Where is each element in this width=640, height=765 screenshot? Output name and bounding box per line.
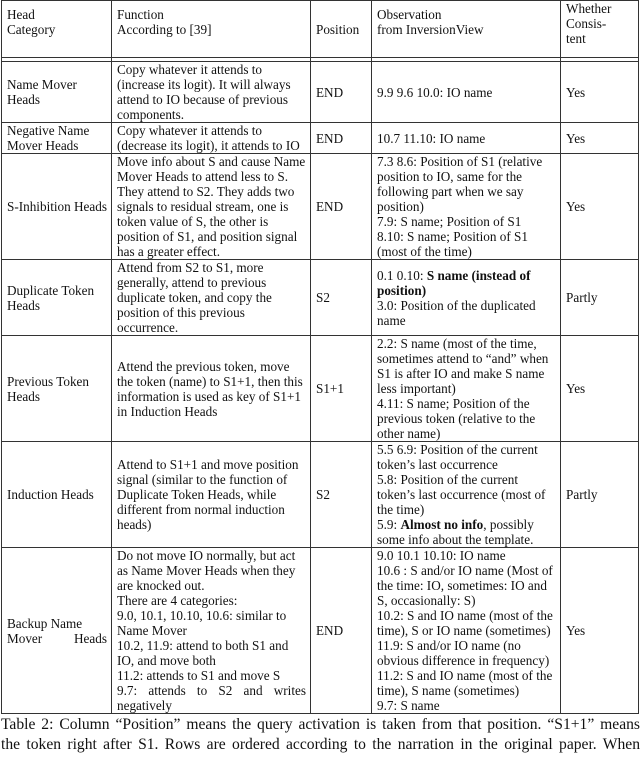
observation-suffix: , possibly some info about the template.: [377, 517, 534, 547]
cell-observation: [372, 260, 561, 336]
table-row: [2, 548, 639, 714]
cell-observation: [372, 123, 561, 154]
header-observation: [372, 1, 561, 58]
table-row: [2, 154, 639, 260]
cell-category: Duplicate Token Heads: [2, 260, 112, 336]
header-whether-consistent: [561, 1, 639, 58]
cell-observation: [372, 154, 561, 260]
cell-function: [112, 548, 311, 714]
observation-line: 10.6 : S and/or IO name (Most of the time: IO, sometimes: IO and S, occasionally: S): [377, 563, 553, 608]
cell-observation: [372, 62, 561, 123]
cell-position: S2: [311, 260, 372, 336]
header-position: [311, 1, 372, 58]
table-row: [2, 442, 639, 548]
observation-prefix: 0.1 0.10:: [377, 267, 424, 283]
observation-line: 10.2: S and IO name (most of the time), S or IO name (sometimes): [377, 608, 553, 638]
header-text: tent: [566, 31, 586, 46]
observation-line: 3.0: Position of the duplicated name: [377, 297, 536, 328]
cell-position: END: [311, 548, 372, 714]
table-row: [2, 62, 639, 123]
cell-consistent: Yes: [561, 154, 639, 260]
head-category-table: [1, 0, 639, 714]
cell-consistent: Yes: [561, 336, 639, 442]
cell-consistent: Yes: [561, 123, 639, 154]
header-function: [112, 1, 311, 58]
header-text: Consis-: [566, 16, 607, 31]
function-line: 10.2, 11.9: attend to both S1 and IO, and move both: [117, 638, 289, 668]
cell-consistent: Yes: [561, 62, 639, 123]
header-text: Whether: [566, 1, 612, 16]
observation-line: 4.11: S name; Position of the previous token (relative to the other name): [377, 396, 536, 441]
cell-function: Attend to S1+1 and move position signal (similar to the function of Duplicate Token Heads, while different from normal induction heads): [112, 442, 311, 548]
observation-line: [377, 517, 556, 547]
function-line: 9.0, 10.1, 10.10, 10.6: similar to Name Mover: [117, 608, 287, 638]
table-row: [2, 336, 639, 442]
observation-line: 11.9: S and/or IO name (no obvious difference in frequency): [377, 638, 550, 668]
caption-line: the token right after S1. Rows are ordered according to the narration in the original paper. When: [1, 736, 640, 753]
table-header-row: [2, 1, 639, 58]
table-caption: [1, 715, 640, 755]
cell-consistent: Partly: [561, 260, 639, 336]
cell-position: END: [311, 62, 372, 123]
function-line: Do not move IO normally, but act as Name Mover Heads when they are knocked out.: [117, 548, 296, 593]
cell-category: Induction Heads: [2, 442, 112, 548]
function-line: 11.2: attends to S1 and move S: [117, 668, 281, 683]
cell-function: Move info about S and cause Name Mover Heads to attend less to S. They attend to S2. They adds two signals to residual stream, one is token value of S, the other is position of S1, and position signal has a greater effect.: [112, 154, 311, 260]
header-text: Observation: [377, 7, 442, 22]
header-text: Position: [316, 21, 360, 37]
header-text: According to [39]: [117, 22, 212, 37]
cell-position: END: [311, 154, 372, 260]
cell-category: Previous Token Heads: [2, 336, 112, 442]
observation-line: 8.10: S name; Position of S1 (most of the time): [377, 229, 528, 259]
cell-category: Negative Name Mover Heads: [2, 123, 112, 154]
observation-line: 5.8: Position of the current token’s last occurrence (most of the time): [377, 472, 546, 517]
observation-line: 5.5 6.9: Position of the current token’s last occurrence: [377, 442, 538, 472]
cell-position: S2: [311, 442, 372, 548]
caption-line: Table 2: Column “Position” means the query activation is taken from that position. “S1+1” means: [1, 716, 640, 733]
observation-line: 2.2: S name (most of the time, sometimes attend to “and” when S1 is after IO and make S name less important): [377, 336, 549, 396]
cell-observation: [372, 548, 561, 714]
cell-category: Name Mover Heads: [2, 62, 112, 123]
cell-consistent: Partly: [561, 442, 639, 548]
observation-line: 10.7 11.10: IO name: [377, 130, 486, 146]
header-text: Category: [7, 22, 56, 37]
observation-line: 9.0 10.1 10.10: IO name: [377, 548, 506, 563]
cell-position: S1+1: [311, 336, 372, 442]
header-text: Function: [117, 7, 164, 22]
header-text: Head: [7, 7, 35, 22]
observation-line: 7.9: S name; Position of S1: [377, 214, 522, 229]
cell-function: Copy whatever it attends to (decrease its logit), it attends to IO: [112, 123, 311, 154]
cell-function: Attend from S2 to S1, more generally, attend to previous duplicate token, and copy the position of this previous occurrence.: [112, 260, 311, 336]
function-line: 9.7: attends to S2 and writes negatively: [117, 683, 306, 713]
observation-line: 7.3 8.6: Position of S1 (relative position to IO, same for the following part when we say position): [377, 154, 543, 214]
function-line: There are 4 categories:: [117, 593, 238, 608]
observation-line: 9.9 9.6 10.0: IO name: [377, 84, 493, 100]
table-row: [2, 123, 639, 154]
observation-prefix: 5.9:: [377, 517, 398, 532]
cell-category: Backup Name Mover Heads: [2, 548, 112, 714]
observation-bold: Almost no info: [400, 517, 484, 532]
cell-observation: [372, 442, 561, 548]
observation-line: 11.2: S and IO name (most of the time), S name (sometimes): [377, 668, 553, 698]
observation-line: [377, 268, 556, 298]
cell-function: Attend the previous token, move the token (name) to S1+1, then this information is used as key of S1+1 in Induction Heads: [112, 336, 311, 442]
observation-bold: S name (instead of position): [377, 267, 531, 298]
table-row: [2, 260, 639, 336]
header-head-category: [2, 1, 112, 58]
cell-observation: [372, 336, 561, 442]
observation-line: 9.7: S name: [377, 698, 440, 713]
cell-position: END: [311, 123, 372, 154]
cell-category: S-Inhibition Heads: [2, 154, 112, 260]
header-text: from InversionView: [377, 22, 484, 37]
cell-consistent: Yes: [561, 548, 639, 714]
cell-function: Copy whatever it attends to (increase its logit). It will always attend to IO because of previous components.: [112, 62, 311, 123]
